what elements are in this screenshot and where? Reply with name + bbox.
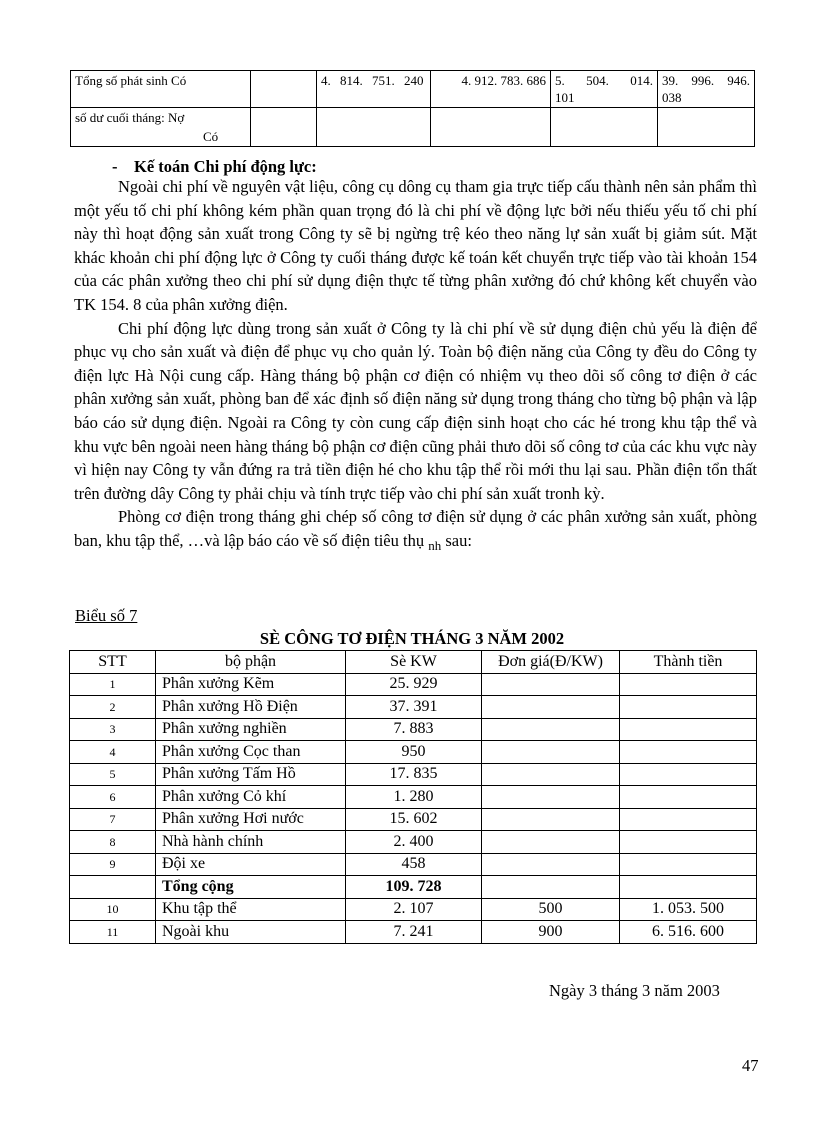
- row-kw: 109. 728: [346, 876, 482, 899]
- ledger-cell: [317, 108, 431, 128]
- row-kw: 25. 929: [346, 673, 482, 696]
- row-amount: [620, 741, 757, 764]
- page-number: 47: [742, 1056, 759, 1075]
- row-stt: 4: [70, 741, 156, 764]
- date-line: Ngày 3 tháng 3 năm 2003: [549, 981, 720, 1000]
- ledger-cell: 39. 996. 946. 038: [658, 71, 755, 108]
- ledger-cell: [431, 127, 551, 147]
- row-stt: 5: [70, 763, 156, 786]
- row-kw: 1. 280: [346, 786, 482, 809]
- table-row: [70, 763, 757, 786]
- ledger-row-closing-credit: [71, 127, 755, 147]
- ledger-cell: 5. 504. 014. 101: [551, 71, 658, 108]
- paragraph-text-tail: sau:: [445, 530, 472, 550]
- ledger-cell: [251, 127, 317, 147]
- ledger-cell: [251, 108, 317, 128]
- row-department: Khu tập thể: [156, 898, 346, 921]
- row-stt: 7: [70, 808, 156, 831]
- row-kw: 950: [346, 741, 482, 764]
- row-department: Tổng cộng: [156, 876, 346, 899]
- row-stt: 2: [70, 696, 156, 719]
- row-stt: 3: [70, 718, 156, 741]
- row-stt: 6: [70, 786, 156, 809]
- row-stt: 1: [70, 673, 156, 696]
- row-unit-price: [482, 808, 620, 831]
- ledger-cell: [551, 127, 658, 147]
- row-stt: [70, 876, 156, 899]
- row-kw: 15. 602: [346, 808, 482, 831]
- row-unit-price: [482, 831, 620, 854]
- table-row: [70, 718, 757, 741]
- ledger-cell: [431, 108, 551, 128]
- table-row: [70, 673, 757, 696]
- row-amount: [620, 673, 757, 696]
- table-row-total: [70, 876, 757, 899]
- row-stt: 11: [70, 921, 156, 944]
- row-kw: 37. 391: [346, 696, 482, 719]
- ledger-cell: 4. 814. 751. 240: [317, 71, 431, 108]
- section-heading-text: Kế toán Chi phí động lực:: [134, 157, 317, 176]
- row-stt: 8: [70, 831, 156, 854]
- paragraph: Ngoài chi phí về nguyên vật liệu, công cụ dông cụ tham gia trực tiếp cấu thành nên sản phẩm thì một yếu tố chi phí không kém phần quan trọng đó là chi phí về động lực bởi nếu thiếu yếu tố chi phí này thì hoạt động sản xuất trong Công ty sẽ bị ngừng trệ kéo theo năng lự sản xuất bị giảm sút. Mặt khác khoản chi phí động lực ở Công ty cuối tháng được kế toán kết chuyển trực tiếp vào tài khoản 154 của các phân xưởng theo chi phí sử dụng điện thực tế từng phân xưởng đó chứ không kết chuyển vào TK 154. 8 của phân xưởng điện.: [74, 177, 757, 314]
- row-department: Phân xưởng Hơi nước: [156, 808, 346, 831]
- row-amount: [620, 763, 757, 786]
- row-kw: 17. 835: [346, 763, 482, 786]
- table-row: [70, 898, 757, 921]
- row-department: Phân xưởng Hồ Điện: [156, 696, 346, 719]
- row-department: Phân xưởng Cỏ khí: [156, 786, 346, 809]
- form-label: Biểu số 7: [75, 606, 138, 625]
- row-amount: [620, 808, 757, 831]
- row-stt: 9: [70, 853, 156, 876]
- table-row: [70, 853, 757, 876]
- paragraph-text: Phòng cơ điện trong tháng ghi chép số công tơ điện sử dụng ở các phân xưởng sản xuất, phòng ban, khu tập thể, …và lập báo cáo về số điện tiêu thụ: [74, 507, 757, 550]
- row-unit-price: [482, 741, 620, 764]
- row-department: Nhà hành chính: [156, 831, 346, 854]
- body-text: [74, 175, 757, 558]
- row-department: Phân xưởng Tấm Hồ: [156, 763, 346, 786]
- bullet-dash: -: [112, 157, 118, 176]
- ledger-row-total-credit: [71, 71, 755, 108]
- row-department: Phân xưởng Cọc than: [156, 741, 346, 764]
- ledger-cell: [551, 108, 658, 128]
- row-unit-price: [482, 718, 620, 741]
- row-kw: 2. 107: [346, 898, 482, 921]
- row-amount: [620, 718, 757, 741]
- table-row: [70, 831, 757, 854]
- row-kw: 7. 241: [346, 921, 482, 944]
- ledger-cell: [658, 127, 755, 147]
- row-amount: [620, 876, 757, 899]
- row-stt: 10: [70, 898, 156, 921]
- row-kw: 7. 883: [346, 718, 482, 741]
- header-unit-price: Đơn giá(Đ/KW): [482, 651, 620, 674]
- row-unit-price: [482, 853, 620, 876]
- row-kw: 2. 400: [346, 831, 482, 854]
- row-kw: 458: [346, 853, 482, 876]
- section-heading: [112, 157, 317, 177]
- row-unit-price: 900: [482, 921, 620, 944]
- ledger-cell: [317, 127, 431, 147]
- row-unit-price: [482, 786, 620, 809]
- ledger-row-closing-debit: [71, 108, 755, 128]
- header-amount: Thành tiền: [620, 651, 757, 674]
- ledger-row-label: Có: [71, 127, 251, 147]
- row-department: Đội xe: [156, 853, 346, 876]
- ledger-table: [70, 70, 755, 147]
- row-amount: [620, 786, 757, 809]
- ledger-row-label: Tổng số phát sinh Có: [71, 71, 251, 108]
- table-title: SÈ CÔNG TƠ ĐIỆN THÁNG 3 NĂM 2002: [259, 629, 565, 648]
- ledger-cell: 4. 912. 783. 686: [431, 71, 551, 108]
- ledger-row-label: số dư cuối tháng: Nợ: [71, 108, 251, 128]
- ledger-cell: [251, 71, 317, 108]
- row-unit-price: [482, 876, 620, 899]
- table-row: [70, 741, 757, 764]
- table-row: [70, 921, 757, 944]
- header-department: bộ phận: [156, 651, 346, 674]
- paragraph: [74, 505, 757, 557]
- row-amount: 6. 516. 600: [620, 921, 757, 944]
- row-amount: [620, 853, 757, 876]
- paragraph: Chi phí động lực dùng trong sản xuất ở Công ty là chi phí về sử dụng điện chủ yếu là điện để phục vụ cho sản xuất và điện để phục vụ cho quản lý. Toàn bộ điện năng của Công ty đều do Công ty điện lực Hà Nội cung cấp. Hàng tháng bộ phận cơ điện có nhiệm vụ theo dõi số công tơ điện ở các phân xưởng sản xuất, phòng ban để xác định số điện năng sử dụng trong tháng cho từng bộ phận và lập báo cáo sử dụng điện. Ngoài ra Công ty còn cung cấp điện sinh hoạt cho các hé trong khu tập thể và khu vực bên ngoài neen hàng tháng bộ phận cơ điện cũng phải thưo dõi số công tơ của các khu vực này vì hiện nay Công ty vẫn đứng ra trả tiền điện hé cho khu tập thể rồi mới thu lại sau. Phần điện tổn thất trên đường dây Công ty phải chịu và tính trực tiếp vào chi phí sản xuất tronh kỳ.: [74, 318, 758, 503]
- row-unit-price: 500: [482, 898, 620, 921]
- table-row: [70, 786, 757, 809]
- ledger-cell: [658, 108, 755, 128]
- row-amount: [620, 831, 757, 854]
- header-stt: STT: [70, 651, 156, 674]
- row-unit-price: [482, 696, 620, 719]
- table-row: [70, 696, 757, 719]
- meter-table: [69, 650, 757, 944]
- header-kw: Sè KW: [346, 651, 482, 674]
- table-row: [70, 808, 757, 831]
- table-header-row: [70, 651, 757, 674]
- paragraph-subscript: nh: [428, 537, 442, 553]
- row-department: Phân xưởng nghiền: [156, 718, 346, 741]
- row-unit-price: [482, 763, 620, 786]
- row-amount: 1. 053. 500: [620, 898, 757, 921]
- row-department: Ngoài khu: [156, 921, 346, 944]
- row-amount: [620, 696, 757, 719]
- row-department: Phân xưởng Kẽm: [156, 673, 346, 696]
- row-unit-price: [482, 673, 620, 696]
